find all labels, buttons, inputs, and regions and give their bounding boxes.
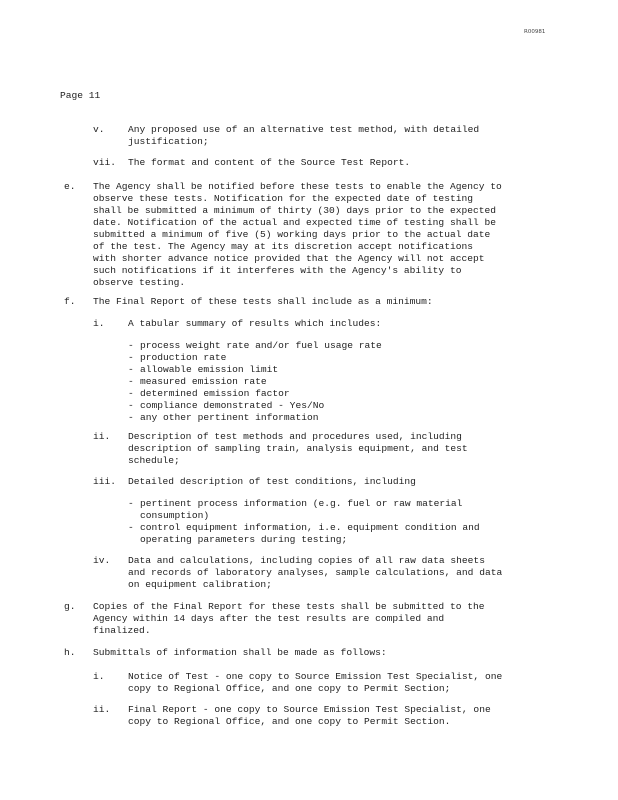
f-i-text: A tabular summary of results which includes: <box>128 318 382 329</box>
list-item: - measured emission rate <box>128 376 267 387</box>
document-id: R00981 <box>524 29 546 35</box>
f-ii-label: ii. <box>93 431 111 442</box>
f-iii-text: Detailed description of test conditions, including <box>128 476 416 487</box>
para-h-text: Submittals of information shall be made as follows: <box>93 647 387 658</box>
item-v-label: v. <box>93 124 105 135</box>
para-e-text: The Agency shall be notified before these tests to enable the Agency to observe these tests. Notification for the expected date of testing shall be submitted a minimum of thirty (30) days prior to the expected date. Notification of the actual and expected time of testing shall be submitted a minimum of five (5) working days prior to the actual date of the test. The Agency may at its discretion accept notifications with shorter advance notice provided that the Agency will not accept such notifications if it interferes with the Agency's ability to observe testing. <box>93 181 502 288</box>
f-iv-text: Data and calculations, including copies of all raw data sheets and records of laboratory analyses, sample calculations, and data on equipment calibration; <box>128 555 503 590</box>
f-i-bullet-list <box>128 340 548 424</box>
para-f-text: The Final Report of these tests shall include as a minimum: <box>93 296 433 307</box>
page-label: Page 11 <box>60 90 101 101</box>
f-iii-bullet-list <box>128 498 548 546</box>
item-v-text: Any proposed use of an alternative test method, with detailed justification; <box>128 124 480 147</box>
bullet-text: measured emission rate <box>140 376 267 387</box>
bullet-text: pertinent process information (e.g. fuel or raw material consumption) <box>140 498 463 521</box>
h-ii-label: ii. <box>93 704 111 715</box>
f-iii-label: iii. <box>93 476 117 487</box>
item-vii-label: vii. <box>93 157 117 168</box>
h-ii-text: Final Report - one copy to Source Emission Test Specialist, one copy to Regional Office, and one copy to Permit Section. <box>128 704 491 727</box>
bullet-text: determined emission factor <box>140 388 290 399</box>
para-f-label: f. <box>64 296 76 307</box>
h-i-label: i. <box>93 671 105 682</box>
item-vii-text: The format and content of the Source Test Report. <box>128 157 411 168</box>
f-ii-text: Description of test methods and procedures used, including description of sampling train, analysis equipment, and test schedule; <box>128 431 468 466</box>
list-item: - process weight rate and/or fuel usage rate <box>128 340 382 351</box>
para-e-label: e. <box>64 181 76 192</box>
bullet-text: compliance demonstrated - Yes/No <box>140 400 325 411</box>
bullet-text: production rate <box>140 352 227 363</box>
list-item: - any other pertinent information <box>128 412 319 423</box>
para-g-label: g. <box>64 601 76 612</box>
para-g-text: Copies of the Final Report for these tests shall be submitted to the Agency within 14 days after the test results are compiled and finalized. <box>93 601 485 636</box>
list-item: - control equipment information, i.e. equipment condition and operating parameters during testing; <box>128 522 480 545</box>
f-i-label: i. <box>93 318 105 329</box>
list-item: - allowable emission limit <box>128 364 279 375</box>
bullet-text: process weight rate and/or fuel usage rate <box>140 340 382 351</box>
list-item: - pertinent process information (e.g. fuel or raw material consumption) <box>128 498 463 521</box>
bullet-text: allowable emission limit <box>140 364 279 375</box>
list-item: - determined emission factor <box>128 388 290 399</box>
h-i-text: Notice of Test - one copy to Source Emission Test Specialist, one copy to Regional Office, and one copy to Permit Section; <box>128 671 503 694</box>
list-item: - production rate <box>128 352 227 363</box>
f-iv-label: iv. <box>93 555 111 566</box>
bullet-text: control equipment information, i.e. equipment condition and operating parameters during testing; <box>140 522 480 545</box>
bullet-text: any other pertinent information <box>140 412 319 423</box>
para-h-label: h. <box>64 647 76 658</box>
list-item: - compliance demonstrated - Yes/No <box>128 400 325 411</box>
